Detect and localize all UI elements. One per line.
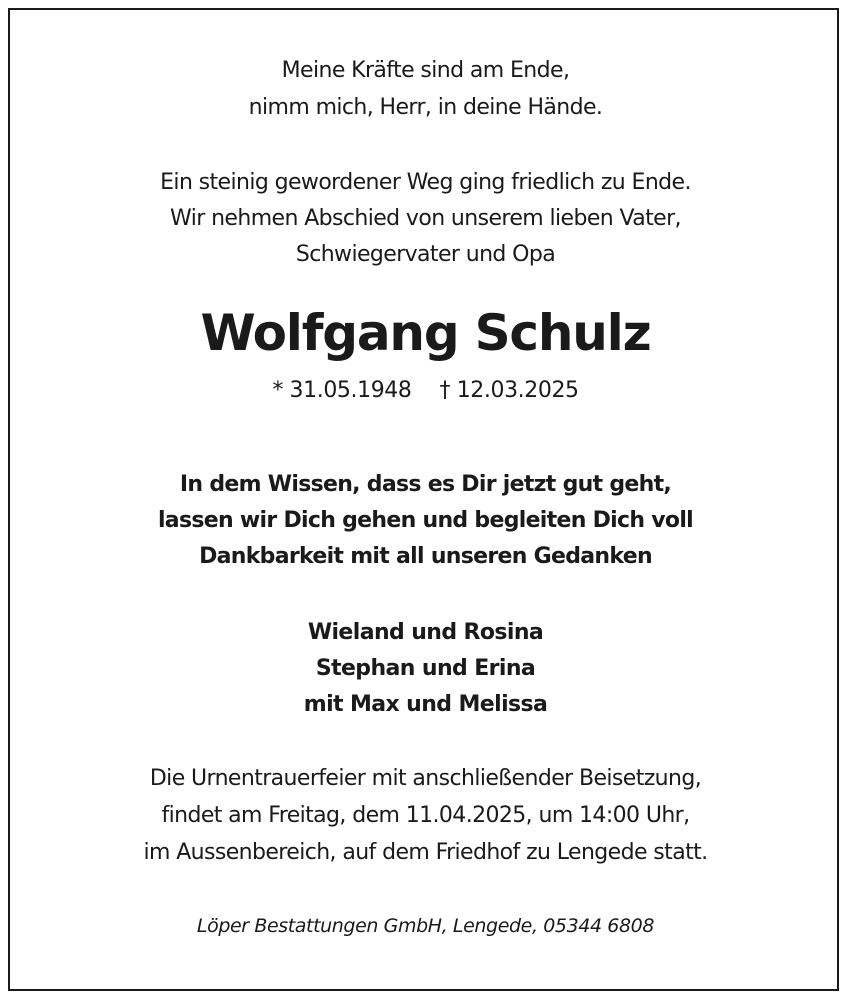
family-line-3: mit Max und Melissa [303, 692, 548, 717]
message-line-3: Dankbarkeit mit all unseren Gedanken [199, 544, 652, 569]
intro-line-1: Ein steinig gewordener Weg ging friedlich zu Ende. [160, 170, 691, 195]
birth-date: * 31.05.1948 [272, 378, 412, 403]
service-line-2: findet am Freitag, dem 11.04.2025, um 14:00 Uhr, [161, 803, 690, 828]
family-line-2: Stephan und Erina [315, 656, 536, 681]
undertaker-info: Löper Bestattungen GmbH, Lengede, 05344 6808 [196, 915, 655, 937]
family-line-1: Wieland und Rosina [307, 620, 544, 645]
life-dates [0, 378, 851, 403]
death-date: † 12.03.2025 [439, 378, 579, 403]
service-line-1: Die Urnentrauerfeier mit anschließender Beisetzung, [149, 766, 702, 791]
intro-line-3: Schwiegervater und Opa [295, 242, 556, 267]
verse-line-2: nimm mich, Herr, in deine Hände. [248, 95, 603, 120]
verse-line-1: Meine Kräfte sind am Ende, [281, 58, 570, 83]
intro-line-2: Wir nehmen Abschied von unserem lieben Vater, [170, 206, 681, 231]
message-line-2: lassen wir Dich gehen und begleiten Dich voll [157, 508, 694, 533]
service-line-3: im Aussenbereich, auf dem Friedhof zu Lengede statt. [143, 840, 708, 865]
deceased-name: Wolfgang Schulz [200, 304, 651, 362]
message-line-1: In dem Wissen, dass es Dir jetzt gut geht, [179, 472, 672, 497]
